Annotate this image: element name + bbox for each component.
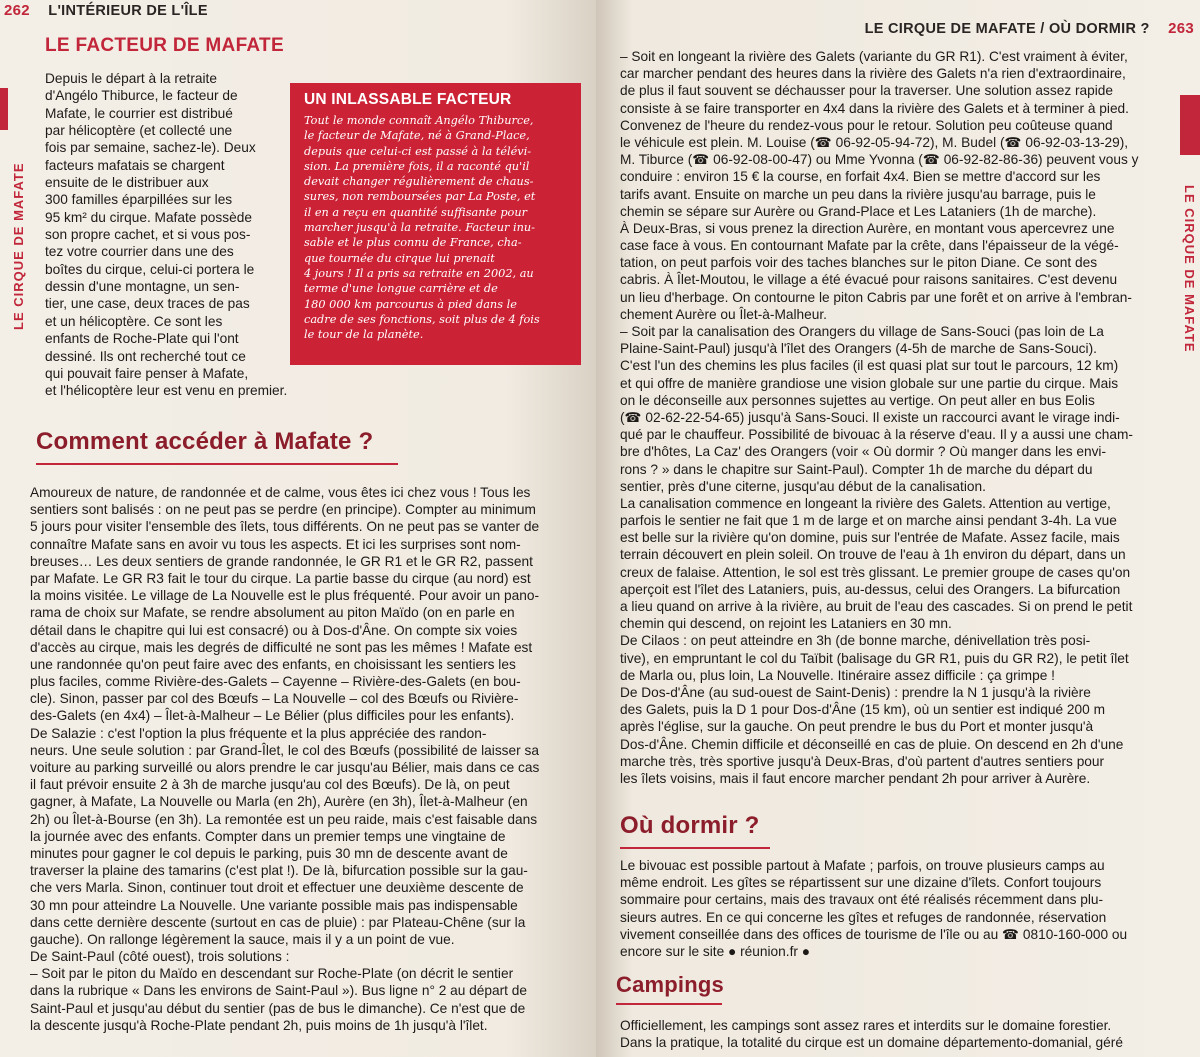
left-running-head <box>4 2 208 19</box>
body-text-line: cle). Sinon, passer par col des Bœufs – La Nouvelle – col des Bœufs ou Rivière- <box>30 691 519 707</box>
body-text-line: traverser la plaine des tamarins (c'est plat !). De là, bifurcation possible sur la gau- <box>30 863 528 879</box>
body-text-line: chemin se sépare sur Aurère ou Grand-Place et Les Lataniers (1h de marche). <box>620 203 1097 219</box>
redbox-text-line: terme d'une longue carrière et de <box>304 282 498 296</box>
body-text-line: dans cette dernière descente (surtout en cas de pluie) : par Plateau-Chêne (sur la <box>30 914 526 930</box>
body-text-line: De Cilaos : on peut atteindre en 3h (de bonne marche, dénivellation très posi- <box>620 633 1091 649</box>
section-underline-dormir <box>620 847 770 849</box>
body-text-line: bre d'hôtes, La Caz' des Orangers (voir « Où dormir ? Où manger dans les envi- <box>620 444 1107 460</box>
body-text-line: après l'église, sur la gauche. On peut prendre le bus du Port et monter jusqu'à <box>620 719 1094 735</box>
redbox-text-line: devait changer régulièrement de chaus- <box>304 175 534 189</box>
body-text-line: marche très, très sportive jusqu'à Deux-Bras, d'où partent d'autres sentiers pour <box>620 753 1105 769</box>
body-text-line: vivement conseillée dans des offices de tourisme de l'île ou au ☎ 0810-160-000 ou <box>620 926 1128 942</box>
body-text-line: de Marla ou, plus loin, La Nouvelle. Itinéraire assez difficile : ça grimpe ! <box>620 667 1055 683</box>
body-text-line: sommaire pour certains, mais des travaux ont été réalisés récemment dans plu- <box>620 892 1104 908</box>
body-text-line: M. Tiburce (☎ 06-92-08-00-47) ou Mme Yvonna (☎ 06-92-82-86-36) peuvent vous y <box>620 152 1139 168</box>
body-text-line: creux de falaise. Attention, le sol est très glissant. Le premier groupe de cases qu'on <box>620 564 1131 580</box>
body-text-line: est belle sur la rivière qu'on domine, puis sur l'entrée de Mafate. Assez facile, mais <box>620 530 1120 546</box>
body-text-line: aperçoit est l'îlet des Lataniers, puis, au-dessus, celui des Orangers. La bifurcation <box>620 581 1121 597</box>
body-text-line: gauche). On rallonge légèrement la sauce, mais il y a un point de vue. <box>30 931 455 947</box>
body-text-line: cabris. À Îlet-Moutou, le village a été évacué pour raisons sanitaires. C'est devenu <box>620 272 1118 288</box>
redbox-title: UN INLASSABLE FACTEUR <box>304 91 512 108</box>
facteur-text-line: Depuis le départ à la retraite <box>45 71 217 86</box>
body-text-line: consiste à se faire transporter en 4x4 dans la rivière des Galets et à terminer à pied. <box>620 100 1129 116</box>
redbox-text-line: le tour de la planète. <box>304 328 424 342</box>
right-page-number: 263 <box>1168 20 1194 37</box>
body-text-line: case face à vous. En contournant Mafate par la crête, dans l'épaisseur de la végé- <box>620 238 1119 254</box>
facteur-text-line: et l'hélicoptère leur est venu en premier. <box>45 383 288 399</box>
facteur-text-line: son propre cachet, et si vous pos- <box>45 227 251 243</box>
body-text-line: De Saint-Paul (côté ouest), trois solutions : <box>30 949 290 965</box>
body-text-line: des-Galets (en 4x4) – Îlet-à-Malheur – Le Bélier (plus difficiles pour les enfants). <box>30 708 515 724</box>
redbox-text-line: il en a reçu en quantité suffisante pour <box>304 205 528 219</box>
body-text-line: chement Aurère ou Îlet-à-Malheur. <box>620 306 827 322</box>
body-text-line: un lieu d'herbage. On contourne le piton Cabris par une forêt et on arrive à l'embran- <box>620 289 1132 305</box>
body-text-line: sentiers sont balisés : on ne peut pas se perdre (en principe). Compter au minimum <box>30 502 536 518</box>
facteur-text-line: tier, une case, deux traces de pas <box>45 296 250 312</box>
redbox-text-line: 180 000 km parcourus à pied dans le <box>304 297 517 311</box>
body-text-line: Saint-Paul et jusqu'au début du sentier (pas de bus le dimanche). Ce n'est que de <box>30 1000 526 1016</box>
body-text-line: sentier, près d'une citerne, jusqu'au début de la canalisation. <box>620 478 986 494</box>
body-text-line: de plus il faut souvent se déchausser pour la traverser. Une solution assez rapide <box>620 83 1114 99</box>
redbox-text-line: depuis que celui-ci est passé à la télévi- <box>304 144 532 158</box>
facteur-title: LE FACTEUR DE MAFATE <box>45 35 284 56</box>
right-running-head <box>865 20 1194 37</box>
body-text-line: neurs. Une seule solution : par Grand-Îlet, le col des Bœufs (possibilité de laisser sa <box>30 742 539 758</box>
redbox-text-line: que tournée du cirque lui prenait <box>304 251 495 265</box>
body-text-line: la descente jusqu'à Roche-Plate pendant 2h, puis moins de 1h jusqu'à l'îlet. <box>30 1017 488 1033</box>
body-text-line: connaître Mafate sans en avoir vu tous les aspects. Et ici les surprises sont nom- <box>30 536 521 552</box>
facteur-text-line: boîtes du cirque, celui-ci portera le <box>45 261 255 277</box>
body-text-line: – Soit par le piton du Maïdo en descendant sur Roche-Plate (on décrit le sentier <box>30 966 514 982</box>
section-underline <box>36 463 398 465</box>
section-title-campings: Campings <box>616 972 724 997</box>
body-text-line: (☎ 02-62-22-54-65) jusqu'à Sans-Souci. Il existe un raccourci avant le virage indi- <box>620 409 1120 425</box>
body-text-line: 2h) ou Îlet-à-Bourse (en 3h). La remontée est un peu raide, mais c'est faisable dans <box>30 811 538 827</box>
body-text-line: dans la rubrique « Dans les environs de Saint-Paul »). Bus ligne n° 2 au départ de <box>30 983 528 999</box>
right-running-title: LE CIRQUE DE MAFATE / OÙ DORMIR ? <box>864 21 1150 37</box>
redbox-text-line: sion. La première fois, il a raconté qu'il <box>304 159 530 173</box>
body-text-line: rama de choix sur Mafate, se rendre absolument au piton Maïdo (on en parle en <box>30 605 515 621</box>
body-text-line: il faut prévoir ensuite 2 à 3h de marche jusqu'au col des Bœufs). De là, on peut <box>30 777 510 793</box>
facteur-text-line: par hélicoptère (et collecté une <box>45 123 233 139</box>
facteur-text-line: qui pouvait faire penser à Mafate, <box>45 365 249 381</box>
inlassable-facteur-box <box>290 83 581 365</box>
body-text-line: voiture au parking surveillé ou alors prendre le car jusqu'au Bélier, mais dans ce cas <box>30 760 540 775</box>
body-text-line: conduire : environ 15 € la course, en forfait 4x4. Bien se mettre d'accord sur les <box>620 169 1101 185</box>
left-page-number: 262 <box>4 2 30 19</box>
facteur-text-line: d'Angélo Thiburce, le facteur de <box>45 88 238 104</box>
body-text-line: par Mafate. Le GR R3 fait le tour du cirque. La partie basse du cirque (au nord) est <box>30 570 531 586</box>
facteur-text-line: Mafate, le courrier est distribué <box>45 105 233 121</box>
right-page <box>596 0 1200 1057</box>
section-underline-campings <box>616 1003 722 1005</box>
body-text-line: Le bivouac est possible partout à Mafate ; parfois, on trouve plusieurs camps au <box>620 858 1105 873</box>
body-text-line: Dos-d'Âne. Chemin difficile et déconseillé en cas de pluie. On descend en 2h d'une <box>620 736 1124 752</box>
body-text-line: car marcher pendant des heures dans la rivière des Galets n'a rien d'extraordinaire, <box>620 66 1126 82</box>
body-text-line: tation, on peut parfois voir des taches blanches sur le piton Diane. Ce sont des <box>620 255 1098 271</box>
body-text-line: la moins visitée. Le village de La Nouvelle est le plus fréquenté. Pour avoir un pano- <box>30 588 540 604</box>
body-text-line: À Deux-Bras, si vous prenez la direction Aurère, en montant vous apercevrez une <box>620 220 1115 236</box>
body-text-line: la journée avec des enfants. Compter dans un premier temps une vingtaine de <box>30 828 506 844</box>
body-text-line: et qui offre de manière grandiose une vision globale sur une partie du cirque. Mais <box>620 375 1119 391</box>
redbox-text-line: Tout le monde connaît Angélo Thiburce, <box>304 114 534 127</box>
body-text-line: Officiellement, les campings sont assez rares et interdits sur le domaine forestier. <box>620 1018 1112 1033</box>
body-text-line: che vers Marla. Sinon, continuer tout droit et effectuer une deuxième descente de <box>30 880 524 896</box>
body-text-line: des Galets, puis la D 1 pour Dos-d'Âne (15 km), où un sentier est indiqué 200 m <box>620 702 1105 718</box>
right-body-text <box>620 48 1175 787</box>
body-text-line: 5 jours pour visiter l'ensemble des îlets, tous différents. On ne peut pas se vanter de <box>30 519 540 535</box>
body-text-line: a lieu quand on arrive à la rivière, au bruit de l'eau des cascades. Si on prend le petit <box>620 599 1133 614</box>
body-text-line: plus faciles, comme Rivière-des-Galets – Cayenne – Rivière-des-Galets (en bou- <box>30 674 521 690</box>
body-text-line: tive), en empruntant le col du Taïbit (balisage du GR R1, puis du GR R2), le petit îlet <box>620 650 1129 666</box>
body-text-line: De Salazie : c'est l'option la plus fréquente et la plus appréciée des randon- <box>30 725 487 741</box>
body-text-line: on le déconseille aux personnes sujettes au vertige. On peut aller en bus Eolis <box>620 392 1095 408</box>
facteur-text-line: dessin d'une montagne, un sen- <box>45 279 240 295</box>
dormir-text <box>620 857 1175 960</box>
facteur-text-line: et un hélicoptère. Ce sont les <box>45 313 223 329</box>
body-text-line: qué par le chauffeur. Possibilité de bivouac à la réserve d'eau. Il y a aussi une cham- <box>620 427 1133 443</box>
facteur-text-line: ensuite de le distribuer aux <box>45 175 209 191</box>
facteur-text-line: tez votre courrier dans une des <box>45 244 234 260</box>
facteur-text-line: enfants de Roche-Plate qui l'ont <box>45 331 239 347</box>
body-text-line: Amoureux de nature, de randonnée et de calme, vous êtes ici chez vous ! Tous les <box>30 485 531 500</box>
body-text-line: 30 mn pour atteindre La Nouvelle. Une variante possible mais pas indispensable <box>30 897 518 913</box>
body-text-line: minutes pour gagner le col depuis le parking, puis 30 mn de descente avant de <box>30 845 508 861</box>
body-text-line: même endroit. Les gîtes se répartissent sur une dizaine d'îlets. Confort toujours <box>620 875 1102 891</box>
facteur-text-line: 95 km² du cirque. Mafate possède <box>45 209 252 225</box>
body-text-line: terrain découvert en plein soleil. On trouve de l'eau à 1h environ du départ, dans un <box>620 547 1126 563</box>
body-text-line: rons ? » dans le chapitre sur Saint-Paul). Compter 1h de marche du départ du <box>620 461 1093 477</box>
left-side-tab <box>0 88 8 130</box>
section-title-dormir: Où dormir ? <box>620 812 760 839</box>
body-text-line: Plaine-Saint-Paul) jusqu'à l'îlet des Orangers (4-5h de marche de Sans-Souci). <box>620 341 1097 357</box>
section-title-acceder: Comment accéder à Mafate ? <box>36 428 374 455</box>
body-text-line: Dans la pratique, la totalité du cirque est un domaine départemento-domanial, géré <box>620 1035 1123 1051</box>
facteur-text-line: facteurs mafatais se chargent <box>45 157 225 173</box>
body-text-line: breuses… Les deux sentiers de grande randonnée, le GR R1 et le GR R2, passent <box>30 553 533 569</box>
redbox-text-line: le facteur de Mafate, né à Grand-Place, <box>304 129 530 143</box>
redbox-text <box>304 113 572 342</box>
acceder-text <box>30 484 590 1034</box>
body-text-line: les îlets voisins, mais il faut encore marcher pendant 2h pour arriver à Aurère. <box>620 770 1091 786</box>
body-text-line: tarifs avant. Ensuite on marche un peu dans la rivière jusqu'au barrage, puis le <box>620 186 1096 202</box>
right-side-tab <box>1180 95 1200 155</box>
body-text-line: Convenez de l'heure du rendez-vous pour le retour. Solution peu coûteuse quand <box>620 117 1113 133</box>
body-text-line: C'est l'un des chemins les plus faciles (il est quasi plat sur tout le parcours, 12 km) <box>620 358 1119 374</box>
right-side-label: LE CIRQUE DE MAFATE <box>1182 185 1197 353</box>
redbox-text-line: sures, non remboursées par La Poste, et <box>304 190 536 204</box>
body-text-line: – Soit par la canalisation des Orangers du village de Sans-Souci (pas loin de La <box>620 324 1104 339</box>
body-text-line: détail dans le chapitre qui lui est consacré) ou à Dos-d'Âne. On compte six voies <box>30 622 518 638</box>
body-text-line: parfois le sentier ne fait que 1 m de large et on marche ainsi pendant 3-4h. La vue <box>620 513 1117 529</box>
campings-text <box>620 1017 1175 1051</box>
facteur-text-line: 300 familles éparpillées sur les <box>45 192 233 208</box>
redbox-text-line: sable et le plus connu de France, cha- <box>304 236 522 250</box>
left-page <box>0 0 596 1057</box>
body-text-line: sieurs autres. En ce qui concerne les gîtes et refuges de randonnée, réservation <box>620 909 1107 925</box>
body-text-line: La canalisation commence en longeant la rivière des Galets. Attention au vertige, <box>620 495 1111 511</box>
body-text-line: une randonnée qu'on peut faire avec des enfants, en choisissant les sentiers les <box>30 656 516 672</box>
body-text-line: chemin qui descend, on rejoint les Lataniers en 30 mn. <box>620 616 952 632</box>
facteur-text-line: dessiné. Ils ont recherché tout ce <box>45 348 246 364</box>
redbox-text-line: cadre de ses fonctions, soit plus de 4 fois <box>304 312 540 326</box>
redbox-text-line: marcher jusqu'à la retraite. Facteur inu- <box>304 221 535 235</box>
body-text-line: gagner, à Mafate, La Nouvelle ou Marla (en 2h), Aurère (en 3h), Îlet-à-Malheur (en <box>30 794 528 810</box>
body-text-line: d'accès au cirque, mais les degrés de difficulté ne sont pas les mêmes ! Mafate est <box>30 639 533 655</box>
left-side-label: LE CIRQUE DE MAFATE <box>11 162 26 330</box>
left-running-title: L'INTÉRIEUR DE L'ÎLE <box>48 3 208 19</box>
redbox-text-line: 4 jours ! Il a pris sa retraite en 2002, au <box>304 266 534 280</box>
body-text-line: De Dos-d'Âne (au sud-ouest de Saint-Denis) : prendre la N 1 jusqu'à la rivière <box>620 684 1091 700</box>
body-text-line: le véhicule est plein. M. Louise (☎ 06-92-05-94-72), M. Budel (☎ 06-92-03-13-29), <box>620 134 1129 150</box>
facteur-text-line: fois par semaine, sachez-le). Deux <box>45 140 256 156</box>
body-text-line: encore sur le site ● réunion.fr ● <box>620 943 810 959</box>
body-text-line: – Soit en longeant la rivière des Galets (variante du GR R1). C'est vraiment à éviter, <box>620 49 1128 64</box>
